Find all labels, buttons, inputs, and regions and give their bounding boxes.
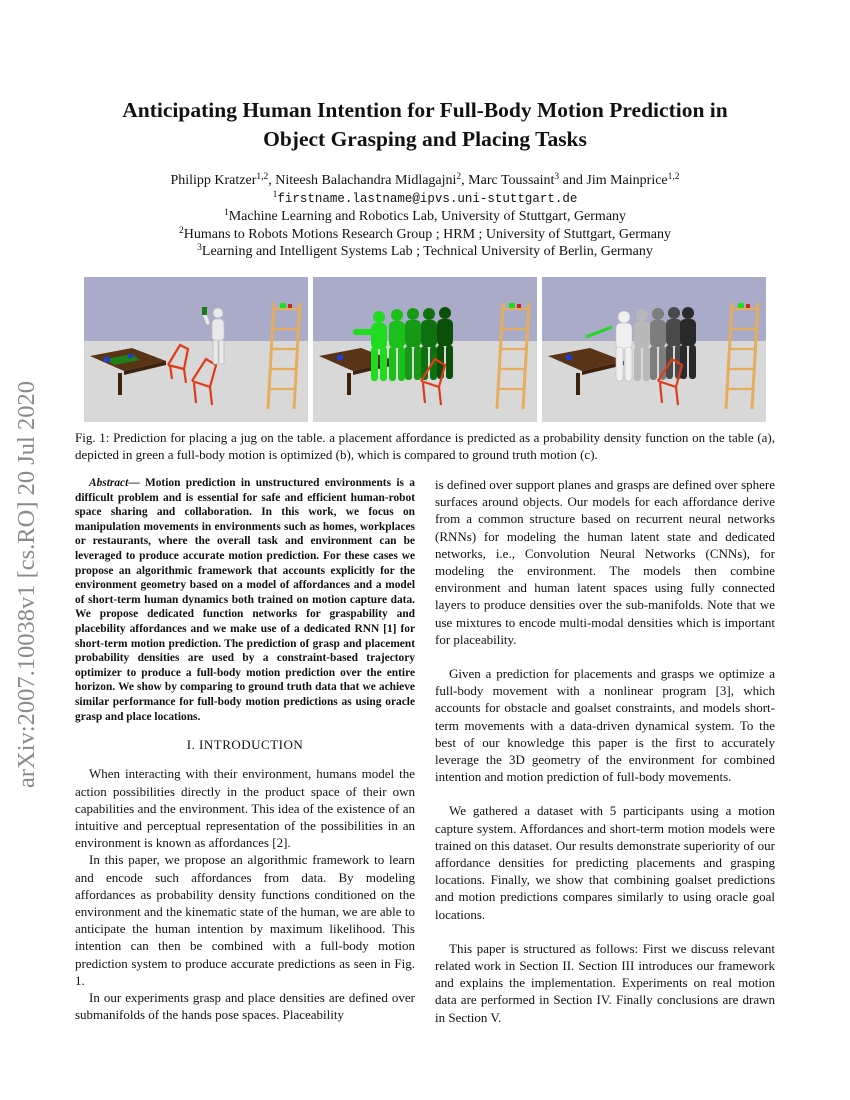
- aff2-sup: 2: [179, 225, 184, 236]
- author-4: and Jim Mainprice: [559, 173, 668, 188]
- paragraph: We gathered a dataset with 5 participants using a motion capture system. Affordances and short-term motion models were trained on this dataset. Our results demonstrate superiority of our affordance densities for predicting placements and grasping locations. Finally, we show that combining goalset predictions and motion predictions compares similarly to using oracle goal locations.: [435, 803, 775, 922]
- affiliation-1: [70, 208, 780, 226]
- aff3-text: Learning and Intelligent Systems Lab ; Technical University of Berlin, Germany: [201, 244, 653, 259]
- author-1: Philipp Kratzer: [170, 173, 257, 188]
- figure-panel-a: [84, 277, 308, 422]
- abstract: [75, 476, 415, 724]
- paragraph: This paper is structured as follows: First we discuss relevant related work in Section II. Section III introduces our framework and explains the implementation. Experiments on real motion data are performed in Section IV. Finally conclusions are drawn in Section V.: [435, 940, 775, 1025]
- author-3: , Marc Toussaint: [461, 173, 555, 188]
- arxiv-stamp: [3, 320, 43, 790]
- paragraph: In our experiments grasp and place densities are defined over submanifolds of the hands pose spaces. Placeability: [75, 989, 415, 1023]
- figure-panel-b: [313, 277, 537, 422]
- arxiv-id: arXiv:2007.10038v1 [cs.RO] 20 Jul 2020: [13, 381, 40, 788]
- paragraph: is defined over support planes and grasps are defined over sphere surfaces around objects. Our models for each affordance derive from a common structure based on recurrent neural networks (RNNs) for modeling the human latent state and dedicated networks, i.e., Convolution Neural Networks (CNNs), for modeling the environment. The models then combine environment and human latent spaces using fully connected layers to produce densities over the sub-manifolds. Note that we use mixtures to encode multi-modal densities which is important for placeability.: [435, 477, 775, 647]
- section-heading-introduction: I. INTRODUCTION: [186, 737, 304, 753]
- aff1-text: Machine Learning and Robotics Lab, University of Stuttgart, Germany: [228, 209, 627, 224]
- title-line-1: Anticipating Human Intention for Full-Body Motion Prediction in: [122, 98, 728, 122]
- paragraph: Given a prediction for placements and grasps we optimize a full-body movement with a nonlinear program [3], which accounts for obstacle and goalset constraints, and models short-term movements with a data-driven dynamical system. To the best of our knowledge this paper is the first to accurately leverage the 3D geometry of the environment for combined intention and motion prediction of full-body movements.: [435, 666, 775, 785]
- aff3-sup: 3: [197, 243, 202, 253]
- email-address[interactable]: firstname.lastname@ipvs.uni-stuttgart.de: [277, 191, 578, 206]
- author-2: , Niteesh Balachandra Midlagajni: [268, 173, 457, 188]
- figure-panel-c: [542, 277, 766, 422]
- right-column: [435, 476, 775, 1026]
- author-4-sup: 1,2: [667, 172, 680, 182]
- email-line: [70, 190, 780, 209]
- author-block: [70, 172, 780, 261]
- aff2-text: Humans to Robots Motions Research Group ; HRM ; University of Stuttgart, Germany: [183, 226, 671, 242]
- author-1-sup: 1,2: [256, 172, 269, 182]
- paragraph: When interacting with their environment, humans model the action possibilities directly in the product space of their own capabilities and the environment. This idea of the existence of an intuitive and perceptual representation of the possibilities in an environment is known as affordances [2].: [75, 766, 415, 851]
- paper-title: [70, 96, 780, 154]
- figure-1: [84, 277, 766, 422]
- author-line: [70, 172, 780, 190]
- abstract-lead: Abstract: [89, 477, 129, 489]
- abstract-text: — Motion prediction in unstructured environments is a difficult problem and is essential for safe and efficient human-robot space sharing and collaboration. In this work, we focus on manipulation movements in environments such as homes, workplaces or restaurants, where the overall task and environment can be leveraged to produce accurate motion prediction. For these cases we propose an algorithmic framework that accounts explicitly for the environment geometry based on a model of affordances and a model of short-term human dynamics both trained on motion capture data. We propose dedicated function networks for graspability and placebility affordances and we make use of a dedicated RNN [1] for short-term motion prediction. The prediction of grasp and placement probability densities are used by a constraint-based trajectory optimizer to produce a full-body motion prediction over the entire horizon. We show by comparing to ground truth data that we achieve similar performance for full-body motion predictions as using oracle grasp and place locations.: [75, 477, 415, 723]
- email-sup: 1: [272, 189, 278, 200]
- paragraph: In this paper, we propose an algorithmic framework to learn and encode such affordances from data. By modeling affordances as probability density functions conditioned on the environment and the kinematic state of the human, we are able to anticipate the human intention by maximum likelihood. This intention can then be combined with a full-body motion prediction system to produce accurate predictions as seen in Fig. 1.: [75, 852, 415, 988]
- figure-caption: Fig. 1: Prediction for placing a jug on the table. a placement affordance is predicted as a probability density function on the table (a), depicted in green a full-body motion is optimized (b), which is compared to ground truth motion (c).: [75, 430, 775, 462]
- aff1-sup: 1: [223, 208, 229, 218]
- author-2-sup: 2: [456, 172, 462, 182]
- left-column: [75, 476, 415, 1023]
- affiliation-3: [70, 243, 780, 261]
- affiliation-2: [70, 226, 780, 244]
- title-line-2: Object Grasping and Placing Tasks: [263, 127, 587, 151]
- author-3-sup: 3: [554, 172, 560, 182]
